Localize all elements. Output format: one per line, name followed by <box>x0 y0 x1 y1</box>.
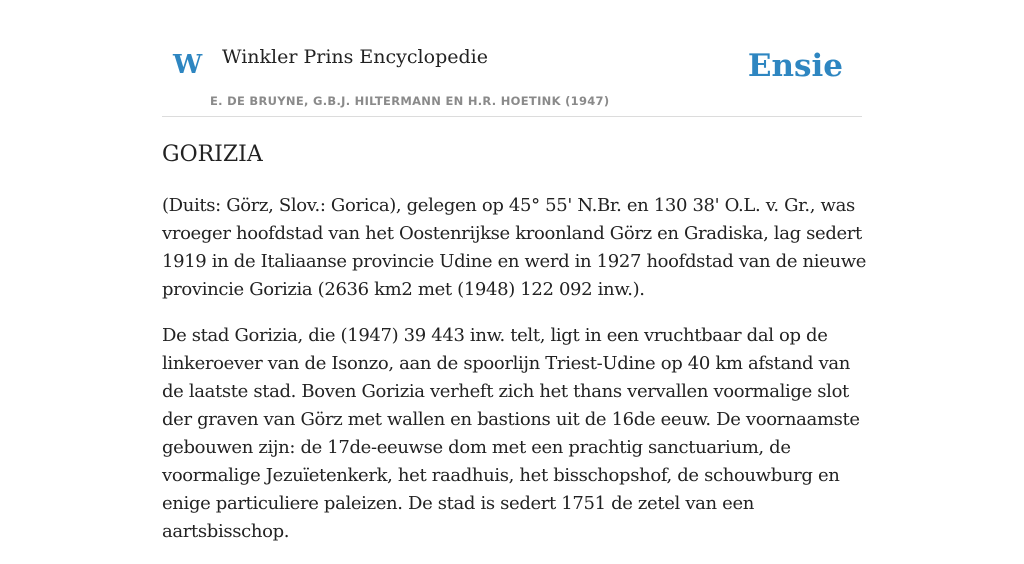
article-paragraph: De stad Gorizia, die (1947) 39 443 inw. telt, ligt in een vruchtbaar dal op de linkeroever van de Isonzo, aan de spoorlijn Triest-Udine op 40 km afstand van de laatste stad. Boven Gorizia verheft zich het thans vervallen voormalige slot der graven van Görz met wallen en bastions uit de 16de eeuw. De voornaamste gebouwen zijn: de 17de-eeuwse dom met een prachtig sanctuarium, de voormalige Jezuïetenkerk, het raadhuis, het bisschopshof, de schouwburg en enige particuliere paleizen. De stad is sedert 1751 de zetel van een aartsbisschop. <box>162 325 860 542</box>
site-header <box>162 0 862 117</box>
winkler-prins-logo-icon[interactable]: W <box>173 50 203 80</box>
article-paragraph: (Duits: Görz, Slov.: Gorica), gelegen op 45° 55' N.Br. en 130 38' O.L. v. Gr., was vroeger hoofdstad van het Oostenrijkse kroonland Görz en Gradiska, lag sedert 1919 in de Italiaanse provincie Udine en werd in 1927 hoofdstad van de nieuwe provincie Gorizia (2636 km2 met (1948) 122 092 inw.). <box>162 195 867 300</box>
site-authors: E. DE BRUYNE, G.B.J. HILTERMANN EN H.R. HOETINK (1947) <box>210 94 610 108</box>
ensie-brand-link[interactable]: Ensie <box>747 48 843 84</box>
article <box>162 140 867 564</box>
site-title[interactable]: Winkler Prins Encyclopedie <box>222 46 488 68</box>
article-title: GORIZIA <box>162 142 263 167</box>
